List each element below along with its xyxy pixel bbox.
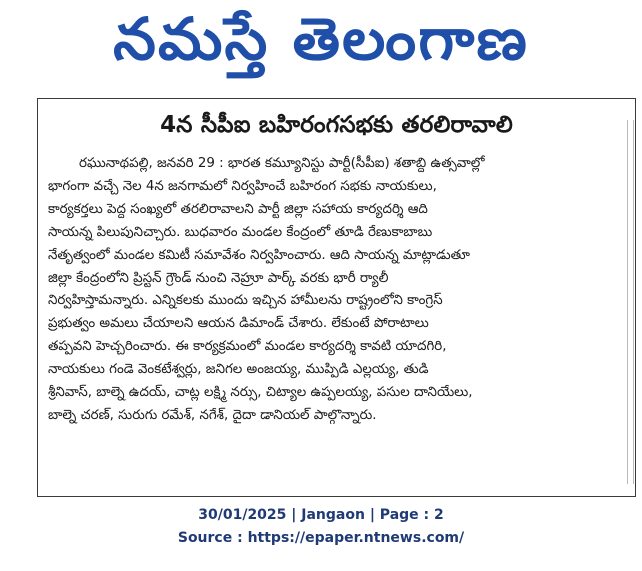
article-line: నిర్వహిస్తామన్నారు. ఎన్నికలకు ముందు ఇచ్చిన హామీలను రాష్ట్రంలోని కాంగ్రెస్ xyxy=(48,293,443,309)
scrollbar[interactable] xyxy=(627,120,634,484)
article-line: ప్రభుత్వం అమలు చేయాలని ఆయన డిమాండ్ చేశారు. లేకుంటే పోరాటాలు xyxy=(48,316,429,332)
article-body xyxy=(48,153,621,428)
article-line: రఘునాథపల్లి, జనవరి 29 : భారత కమ్యూనిస్టు పార్టీ(సీపీఐ) శతాబ్ది ఉత్సవాల్లో xyxy=(79,156,485,171)
article-line: భాగంగా వచ్చే నెల 4న జనగామలో నిర్వహించే బహిరంగ సభకు నాయకులు, xyxy=(48,178,437,194)
article-line: తప్పవని హెచ్చరించారు. ఈ కార్యక్రమంలో మండల కార్యదర్శి కావటి యాదగిరి, xyxy=(48,339,447,355)
article-line: జిల్లా కేంద్రంలోని ప్రిస్టన్ గ్రౌండ్ నుంచి నెహ్రూ పార్క్ వరకు భారీ ర్యాలీ xyxy=(48,270,389,286)
article-line: నేతృత్వంలో మండల కమిటీ సమావేశం నిర్వహించారు. ఆది సాయన్న మాట్లాడుతూ xyxy=(48,247,470,263)
article-line: బాల్నె చరణ్, సురుగు రమేశ్, నగేశ్, దైదా డానియల్ పాల్గొన్నారు. xyxy=(48,407,377,423)
edition-info: 30/01/2025 | Jangaon | Page : 2 xyxy=(198,507,444,523)
article-line: సాయన్న పిలుపునిచ్చారు. బుధవారం మండల కేంద్రంలో తూడి రేణుకాబాబు xyxy=(48,224,433,240)
article-clipping xyxy=(37,98,636,497)
article-headline: 4న సీపీఐ బహిరంగసభకు తరలిరావాలి xyxy=(160,112,513,138)
article-line: శ్రీనివాస్, బాల్నె ఉదయ్, చాట్ల లక్ష్మి నర్సు, చిట్యాల ఉప్పలయ్య, పసుల దానియేలు, xyxy=(48,385,473,401)
article-line: నాయకులు గండె వెంకటేశ్వర్లు, జనిగల అంజయ్య, ముప్పిడి ఎల్లయ్య, తుడి xyxy=(48,362,429,378)
newspaper-logo: నమస్తే తెలంగాణ xyxy=(113,5,529,73)
article-line: కార్యకర్తలు పెద్ద సంఖ్యలో తరలిరావాలని పార్టీ జిల్లా సహాయ కార్యదర్శి ఆది xyxy=(48,201,428,217)
masthead xyxy=(0,0,642,82)
source-link[interactable]: Source : https://epaper.ntnews.com/ xyxy=(177,530,465,546)
